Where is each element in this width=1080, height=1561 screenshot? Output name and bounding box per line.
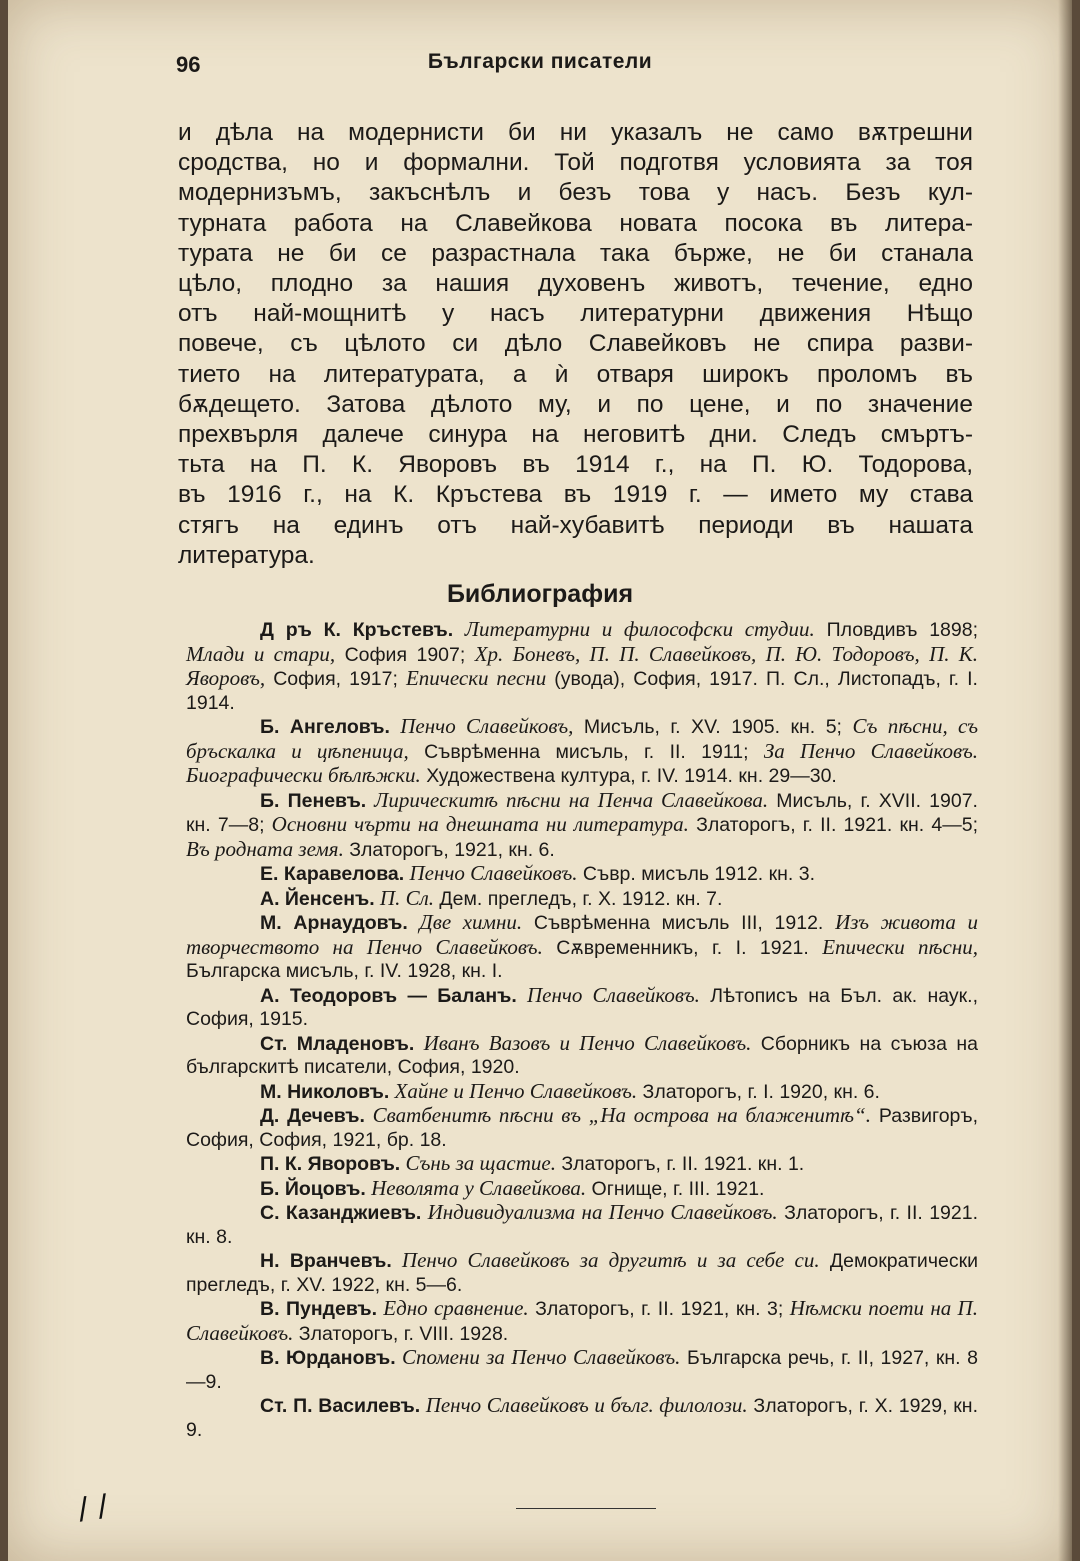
body-line: стягъ на единъ отъ най-хубавитѣ периоди въ нашата (178, 511, 973, 539)
entry-author: С. Казанджиевъ. (260, 1202, 422, 1224)
entry-title: Литературни и философски студии. (453, 617, 815, 641)
entry-author: Б. Пеневъ. (260, 789, 367, 812)
body-line: прехвърля далече синура на неговитѣ дни. Следъ смъртъ- (178, 421, 973, 449)
entry-author: М. Арнаудовъ. (260, 912, 408, 934)
entry-details: Сборникъ на съюза на българскитѣ писатели, София, 1920. (186, 1032, 978, 1078)
entry-author: А. Йенсенъ. (260, 887, 375, 910)
bibliography-entry (186, 862, 978, 887)
entry-details: Българска речь, г. II, 1927, кн. 8—9. (186, 1347, 978, 1393)
entry-details: София, 1917; (265, 668, 406, 690)
entry-author: Е. Каравелова. (260, 863, 405, 885)
entry-details: Златорогъ, г. X. 1929, кн. 9. (186, 1395, 978, 1441)
entry-title: Пенчо Славейковъ. (516, 982, 700, 1007)
entry-author: А. Теодоровъ — Баланъ. (260, 984, 517, 1007)
body-line: бѫдещето. Затова дѣлото му, и по цене, и по значение (178, 390, 973, 418)
body-line: сродства, но и формални. Той подготвя условията за тоя (178, 149, 973, 177)
bibliography-entry (186, 1394, 978, 1442)
entry-title: Епически песни (405, 666, 547, 690)
page-header (8, 44, 1072, 84)
bibliography-entry (186, 1080, 978, 1105)
bibliography-heading: Библиография (446, 580, 634, 608)
body-line: турната работа на Славейкова новата посока въ литера- (178, 209, 973, 237)
body-line: литература. (178, 541, 315, 569)
entry-author: Д. Дечевъ. (260, 1105, 365, 1127)
body-line: тьта на П. К. Яворовъ въ 1914 г., на П. Ю. Тодорова, (178, 451, 973, 479)
entry-title: Епически пѣсни, (822, 934, 978, 959)
bibliography-list (186, 618, 978, 1442)
bibliography-entry (186, 1104, 978, 1152)
body-line: въ 1916 г., на К. Кръстева въ 1919 г. — името му става (178, 481, 973, 509)
entry-title: Въ родната земя. (186, 836, 344, 861)
entry-details: Развигоръ, София, София, 1921, бр. 18. (186, 1105, 978, 1151)
entry-author: М. Николовъ. (260, 1080, 390, 1103)
body-line: и дѣла на модернисти би ни указалъ не само вѫтрешни (178, 119, 973, 146)
entry-title: П. Сл. (374, 885, 435, 910)
page-number: 96 (176, 52, 201, 77)
bibliography-entry (186, 1297, 978, 1346)
entry-details: Съврѣменна мисъль III, 1912. (522, 912, 836, 934)
entry-author: Б. Йоцовъ. (260, 1177, 366, 1200)
bibliography-entry (186, 1177, 978, 1202)
entry-title: Хр. Боневъ, П. П. Славейковъ, П. Ю. Тодоровъ, П. К. Яворовъ, (186, 641, 978, 690)
bibliography-entry (186, 911, 978, 984)
entry-details: Златорогъ, г. II. 1921. кн. 1. (555, 1153, 805, 1175)
entry-title: Основни чърти на днешната ни литература. (271, 812, 689, 836)
entry-author: П. К. Яворовъ. (260, 1153, 401, 1175)
entry-details: Мисъль, г. XV. 1905. кн. 5; (573, 716, 853, 738)
entry-details: (увода), София, 1917. П. Сл., Листопадъ, г. I. 1914. (186, 668, 978, 714)
body-line: тието на литературата, а ѝ отваря широкъ проломъ въ (178, 360, 973, 388)
entry-author: Ст. Младеновъ. (260, 1032, 415, 1055)
bibliography-entry (186, 1346, 978, 1394)
entry-title: Пенчо Славейковъ и бълг. филолози. (420, 1393, 748, 1417)
entry-title: Хайне и Пенчо Славейковъ. (389, 1078, 638, 1103)
entry-details: Съврѣменна мисъль, г. II. 1911; (408, 740, 764, 763)
entry-details: Лѣтописъ на Бъл. ак. наук., София, 1915. (186, 984, 979, 1030)
entry-details: Златорогъ, г. II. 1921. кн. 4—5; (688, 814, 978, 836)
bibliography-entry (186, 1032, 978, 1080)
bibliography-entry (186, 1201, 978, 1249)
entry-details: Златорогъ, г. I. 1920, кн. 6. (637, 1080, 880, 1103)
entry-details: Сѫвременникъ, г. I. 1921. (542, 936, 823, 959)
entry-author: Д ръ К. Кръстевъ. (260, 619, 454, 641)
handwritten-margin-mark: / / (75, 1488, 111, 1527)
entry-title: Пенчо Славейковъ. (404, 861, 578, 885)
bibliography-entry (186, 984, 978, 1032)
page-edge-shadow (1058, 0, 1072, 1561)
book-page (8, 0, 1072, 1561)
body-paragraph (178, 118, 973, 571)
body-line: цѣло, плодно за нашия духовенъ животъ, течение, едно (178, 270, 973, 298)
entry-title: Сънь за щастие. (400, 1151, 556, 1175)
bibliography-entry (186, 887, 978, 912)
entry-details: Дем. прегледъ, г. X. 1912. кн. 7. (434, 887, 723, 910)
entry-title: Изъ живота и творчеството на Пенчо Славейковъ. (186, 910, 978, 959)
entry-author: Б. Ангеловъ. (260, 716, 390, 738)
body-line: модернизъмъ, закъснѣлъ и безъ това у насъ. Безъ кул- (178, 179, 973, 207)
entry-title: Неволята у Славейкова. (365, 1175, 587, 1200)
entry-title: Лиричeскитѣ пѣсни на Пенча Славейкова. (366, 787, 769, 812)
entry-details: Съвр. мисъль 1912. кн. 3. (577, 863, 816, 885)
entry-details: Пловдивъ 1898; (814, 619, 978, 641)
entry-title: Индивидуализма на Пенчо Славейковъ. (421, 1200, 778, 1224)
entry-title: Две химни. (407, 910, 523, 934)
entry-details: Българска мисъль, г. IV. 1928, кн. I. (186, 960, 503, 982)
entry-details: Художествена култура, г. IV. 1914. кн. 29—30. (420, 765, 837, 787)
bibliography-entry (186, 1152, 978, 1177)
body-line: турата не би се разрастнала така бърже, не би станала (178, 239, 973, 267)
bibliography-entry (186, 789, 978, 863)
entry-author: Н. Врaнчевъ. (260, 1250, 392, 1272)
entry-title: Пенчо Славейковъ за другитѣ и за себе си. (391, 1248, 820, 1272)
body-line: отъ най-мощнитѣ у насъ литературни движения Нѣщо (178, 300, 973, 328)
entry-details: Златорогъ, г. II. 1921, кн. 3; (528, 1298, 790, 1320)
bibliography-entry (186, 618, 978, 715)
entry-details: Демократически прегледъ, г. XV. 1922, кн. 5—6. (186, 1250, 978, 1296)
entry-title: Пенчо Славейковъ, (389, 714, 574, 738)
entry-details: Златорогъ, г. VIII. 1928. (293, 1322, 509, 1345)
entry-author: В. Пундевъ. (260, 1298, 377, 1320)
bibliography-entry (186, 715, 978, 789)
entry-title: Съ пѣсни, съ бръскалка и цѣпеница, (186, 714, 978, 763)
end-rule (516, 1508, 656, 1509)
entry-author: В. Юрдановъ. (260, 1347, 396, 1369)
entry-details: Огнище, г. III. 1921. (586, 1177, 765, 1200)
entry-title: Иванъ Вазовъ и Пенчо Славейковъ. (414, 1030, 752, 1055)
entry-title: За Пенчо Славейковъ. Биографически бѣлѣжки. (186, 738, 978, 787)
entry-title: Млади и стари, (186, 641, 336, 666)
entry-details: Златорогъ, г. II. 1921. кн. 8. (186, 1202, 978, 1248)
entry-details: София 1907; (335, 643, 475, 666)
bibliography-entry (186, 1249, 978, 1297)
entry-author: Ст. П. Василевъ. (260, 1395, 421, 1417)
entry-details: Мисъль, г. XVII. 1907. кн. 7—8; (186, 789, 978, 836)
entry-title: Сватбенитѣ пѣсни въ „На острова на блаженитѣ“. (364, 1103, 871, 1127)
running-title: Български писатели (427, 50, 653, 73)
entry-details: Златорогъ, 1921, кн. 6. (343, 838, 555, 861)
entry-title: Нѣмски поети на П. Славейковъ. (186, 1296, 978, 1345)
entry-title: Едно сравнение. (376, 1296, 529, 1320)
body-line: повече, съ цѣлото си дѣло Славейковъ не спира разви- (178, 330, 973, 358)
entry-title: Спомени за Пенчо Славейковъ. (395, 1345, 681, 1369)
